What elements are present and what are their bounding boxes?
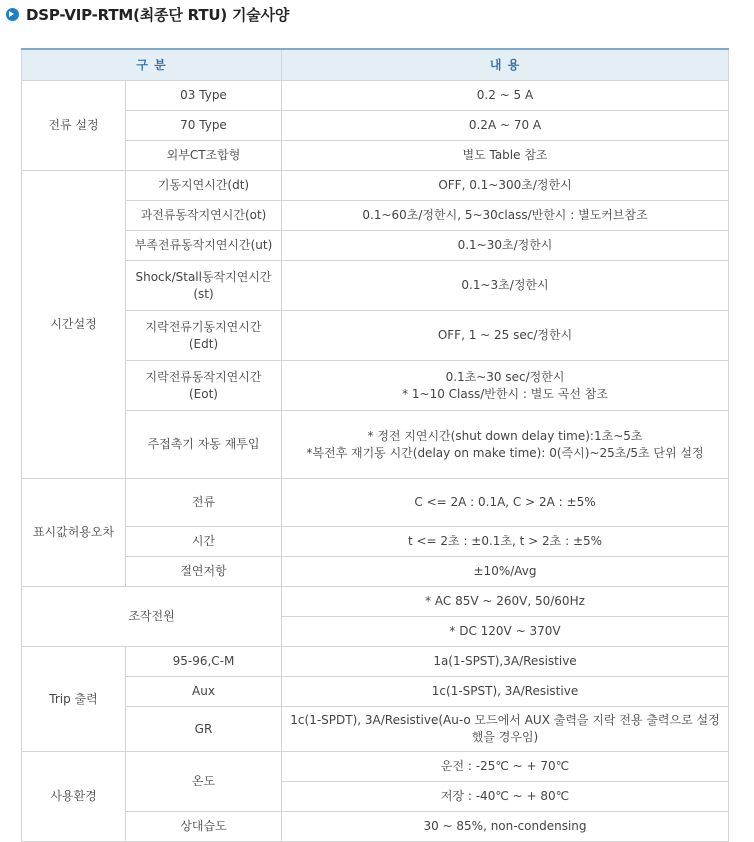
item-label (126, 311, 282, 361)
item-label-line: (Edt) (188, 336, 219, 351)
table-row (22, 557, 729, 587)
table-row (22, 311, 729, 361)
item-value-line: 0.1초~30 sec/정한시 (445, 369, 565, 384)
item-label: 시간 (126, 527, 282, 557)
item-label: 과전류동작지연시간(ot) (126, 201, 282, 231)
table-row (22, 411, 729, 479)
item-label: GR (126, 707, 282, 752)
table-row (22, 231, 729, 261)
table-row (22, 361, 729, 411)
item-label: 상대습도 (126, 812, 282, 842)
item-label: 외부CT조합형 (126, 141, 282, 171)
group-label-time: 시간설정 (22, 171, 126, 479)
bullet-arrow-icon (6, 8, 19, 21)
table-row (22, 527, 729, 557)
group-label-trip: Trip 출력 (22, 647, 126, 752)
item-label: 기동지연시간(dt) (126, 171, 282, 201)
item-value: OFF, 0.1~300초/정한시 (282, 171, 729, 201)
item-label-line: 지락전류기동지연시간 (145, 319, 262, 334)
item-label: 95-96,C-M (126, 647, 282, 677)
spec-table (21, 48, 729, 842)
item-value: 30 ~ 85%, non-condensing (282, 812, 729, 842)
item-label: Aux (126, 677, 282, 707)
table-row (22, 171, 729, 201)
item-label-line: 지락전류동작지연시간 (145, 369, 262, 384)
table-row (22, 812, 729, 842)
table-row (22, 647, 729, 677)
header-content: 내 용 (282, 49, 729, 81)
item-label: 주접촉기 자동 재투입 (126, 411, 282, 479)
item-value-line: * 1~10 Class/반한시 : 별도 곡선 참조 (402, 386, 608, 401)
item-label: 전류 (126, 479, 282, 527)
table-row (22, 261, 729, 311)
item-label-line: (st) (193, 286, 214, 301)
item-value: 0.2A ~ 70 A (282, 111, 729, 141)
item-value: 1a(1-SPST),3A/Resistive (282, 647, 729, 677)
item-value-line: 했을 경우임) (471, 730, 539, 744)
item-label: 70 Type (126, 111, 282, 141)
item-value-line: * 정전 지연시간(shut down delay time):1초~5초 (367, 428, 643, 443)
item-value-line: *복전후 재기동 시간(delay on make time): 0(즉시)~25초/5초 단위 설정 (306, 445, 704, 460)
group-label-tolerance: 표시값허용오차 (22, 479, 126, 587)
item-value: t <= 2초 : ±0.1초, t > 2초 : ±5% (282, 527, 729, 557)
table-row (22, 587, 729, 617)
item-value: 0.2 ~ 5 A (282, 81, 729, 111)
item-value: * AC 85V ~ 260V, 50/60Hz (282, 587, 729, 617)
item-label (126, 361, 282, 411)
group-label-power: 조작전원 (22, 587, 282, 647)
item-value: 0.1~3초/정한시 (282, 261, 729, 311)
table-row (22, 752, 729, 782)
item-label: 절연저항 (126, 557, 282, 587)
table-row (22, 677, 729, 707)
header-category: 구 분 (22, 49, 282, 81)
table-row (22, 141, 729, 171)
table-row (22, 479, 729, 527)
item-value: * DC 120V ~ 370V (282, 617, 729, 647)
table-row (22, 707, 729, 752)
group-label-env: 사용환경 (22, 752, 126, 842)
item-value-line: 1c(1-SPDT), 3A/Resistive(Au-o 모드에서 AUX 출력을 지락 전용 출력으로 설정 (290, 713, 720, 727)
item-value: 1c(1-SPST), 3A/Resistive (282, 677, 729, 707)
table-row (22, 201, 729, 231)
item-value (282, 707, 729, 752)
item-value: ±10%/Avg (282, 557, 729, 587)
item-value (282, 361, 729, 411)
item-value: OFF, 1 ~ 25 sec/정한시 (282, 311, 729, 361)
item-label (126, 261, 282, 311)
item-label: 온도 (126, 752, 282, 812)
item-value: 운전 : -25℃ ~ + 70℃ (282, 752, 729, 782)
item-value (282, 411, 729, 479)
group-label-current: 전류 설정 (22, 81, 126, 171)
item-value: 0.1~30초/정한시 (282, 231, 729, 261)
section-heading (6, 4, 289, 24)
item-value: 저장 : -40℃ ~ + 80℃ (282, 782, 729, 812)
item-value: 0.1~60초/정한시, 5~30class/반한시 : 별도커브참조 (282, 201, 729, 231)
table-row (22, 81, 729, 111)
table-row (22, 111, 729, 141)
page-title: DSP-VIP-RTM(최종단 RTU) 기술사양 (26, 5, 290, 24)
item-value: C <= 2A : 0.1A, C > 2A : ±5% (282, 479, 729, 527)
item-value: 별도 Table 참조 (282, 141, 729, 171)
item-label: 03 Type (126, 81, 282, 111)
item-label-line: (Eot) (189, 386, 218, 401)
item-label-line: Shock/Stall동작지연시간 (135, 269, 272, 284)
item-label: 부족전류동작지연시간(ut) (126, 231, 282, 261)
